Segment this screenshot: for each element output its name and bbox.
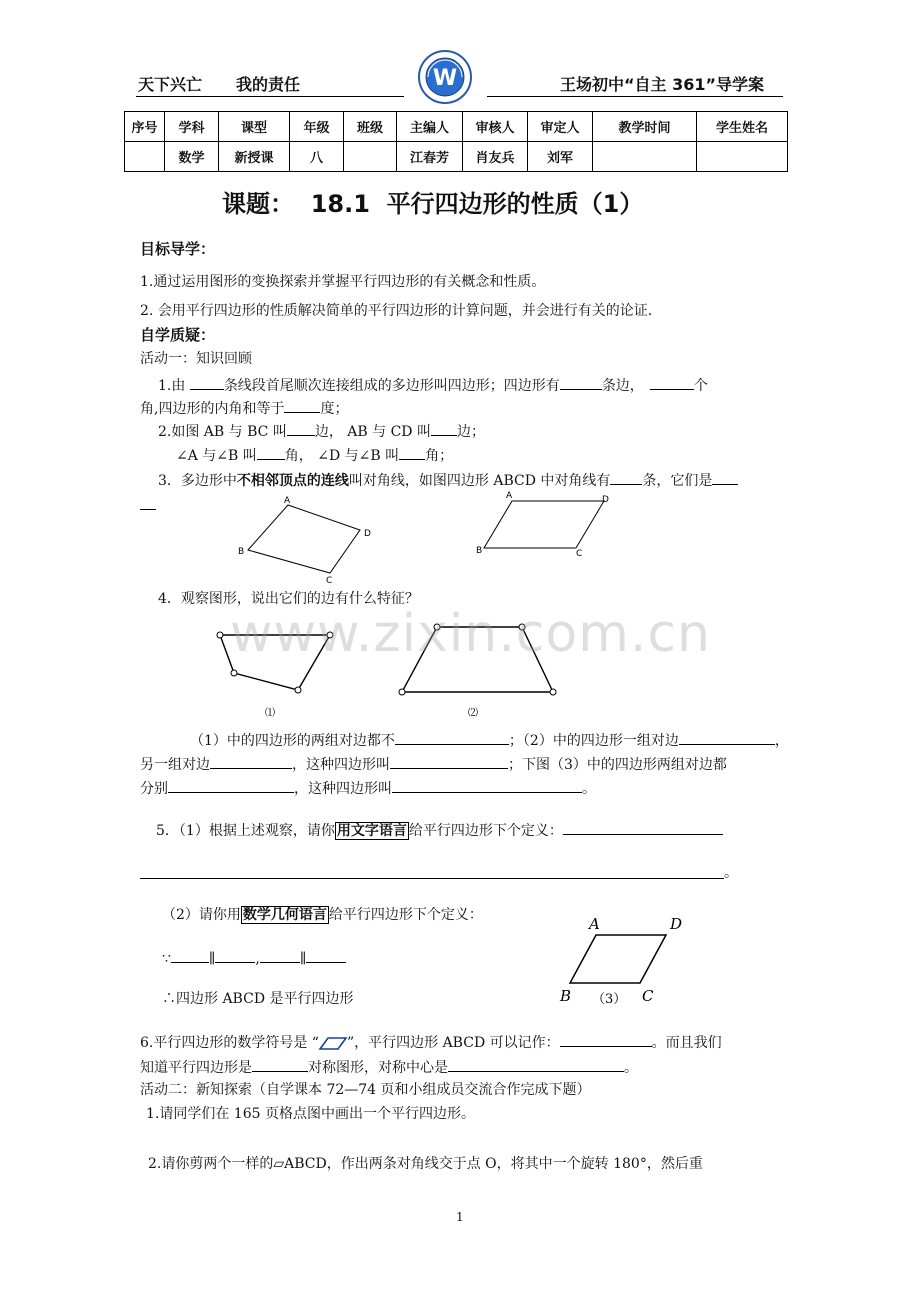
fig3-label-d: D [670,915,683,933]
fig2-label-a: A [506,491,513,501]
q6-line-1: 6.平行四边形的数学符号是 “ ”，平行四边形 ABCD 可以记作： 。而且我们 [140,1032,722,1052]
self-study-heading: 自学质疑： [140,326,216,344]
th-reviewer: 审核人 [463,112,528,142]
goals-heading: 目标导学： [140,240,216,258]
q6-blank-1[interactable] [560,1032,652,1047]
q3-line: 3．多边形中不相邻顶点的连线叫对角线，如图四边形 ABCD 中对角线有 条，它们是 [158,470,738,490]
q4-fill-line-3: 分别 ，这种四边形叫 。 [140,778,596,798]
th-student-name: 学生姓名 [697,112,788,142]
fig3-label-b: B [560,987,572,1005]
parallelogram-symbol-icon [319,1036,347,1050]
q2-line-1: 2.如图 AB 与 BC 叫 边， AB 与 CD 叫 边； [158,421,485,441]
keyword-text-language: 用文字语言 [336,823,407,839]
observe-caption-1: ⑴ [265,708,275,719]
activity-1-heading: 活动一：知识回顾 [140,351,252,367]
q5-end: 。 [724,865,738,881]
fig1-label-d: D [364,529,371,539]
q1-line-1: 1.由 条线段首尾顺次连接组成的多边形叫四边形；四边形有 条边， 个 [158,375,708,395]
th-class: 班级 [344,112,397,142]
fig2-label-b: B [476,546,483,556]
q1-line-2: 角,四边形的内角和等于 度； [140,398,348,418]
th-subject: 学科 [165,112,219,142]
page-number: 1 [456,1210,464,1224]
fig1-label-b: B [238,547,245,557]
motto-part-2: 我的责任 [236,75,301,94]
q5-line-1: 5．（1）根据上述观察，请你 用文字语言 给平行四边形下个定义： [156,820,723,840]
fig3-label-a: A [589,915,600,933]
goal-1: 1.通过运用图形的变换探索并掌握平行四边形的有关概念和性质。 [140,274,546,290]
fig2-label-c: C [576,549,583,559]
page-title: 课题： 18.1 平行四边形的性质（1） [222,190,644,218]
observe-caption-2: ⑵ [468,708,478,719]
td-lesson-type: 新授课 [219,142,290,172]
logo-letter: W [432,66,458,91]
q6-blank-2[interactable] [252,1057,308,1072]
th-lesson-type: 课型 [219,112,290,142]
activity-2-item-1: 1.请同学们在 165 页格点图中画出一个平行四边形。 [146,1106,475,1122]
th-editor: 主编人 [397,112,463,142]
activity-2-item-2: 2.请你剪两个一样的▱ABCD，作出两条对角线交于点 O，将其中一个旋转 180°，然后重 [148,1156,703,1172]
q4-fill-line-1: （1）中的四边形的两组对边都不 ；（2）中的四边形一组对边 ， [190,730,789,750]
activity-2-heading: 活动二：新知探索（自学课本 72—74 页和小组成员交流合作完成下题） [140,1082,591,1098]
fig3-caption: （3） [592,992,627,1007]
th-grade: 年级 [290,112,344,142]
q4-fill-line-2: 另一组对边 ，这种四边形叫 ；下图（3）中的四边形两组对边都 [140,754,727,774]
td-editor: 江春芳 [397,142,463,172]
fig1-label-a: A [284,496,291,506]
fig2-label-d: D [602,495,609,505]
q5-line-2: （2）请你用 数学几何语言 给平行四边形下个定义： [162,907,483,923]
goal-2: 2. 会用平行四边形的性质解决简单的平行四边形的计算问题，并会进行有关的论证. [140,303,653,319]
fig1-label-c: C [326,576,333,586]
q5-because-line: ∵ ∥ , ∥ [162,948,346,968]
td-grade: 八 [290,142,344,172]
q5-therefore: ∴四边形 ABCD 是平行四边形 [162,991,354,1007]
td-subject: 数学 [165,142,219,172]
td-reviewer: 肖友兵 [463,142,528,172]
q2-line-2: ∠A 与∠B 叫 角， ∠D 与∠B 叫 角； [176,445,453,465]
q6-line-2: 知道平行四边形是 对称图形，对称中心是 。 [140,1057,638,1077]
th-approver: 审定人 [528,112,593,142]
td-approver: 刘军 [528,142,593,172]
q6-blank-3[interactable] [448,1057,624,1072]
school-title: 王场初中“自主 361”导学案 [560,75,765,94]
th-teach-time: 教学时间 [593,112,697,142]
watermark: www.zixin.com.cn [230,604,711,664]
motto-part-1: 天下兴亡 [138,75,203,94]
keyword-geometry-language: 数学几何语言 [242,907,327,923]
fig3-label-c: C [642,987,654,1005]
th-seq: 序号 [125,112,165,142]
q4-text: 4．观察图形，说出它们的边有什么特征？ [158,591,419,607]
